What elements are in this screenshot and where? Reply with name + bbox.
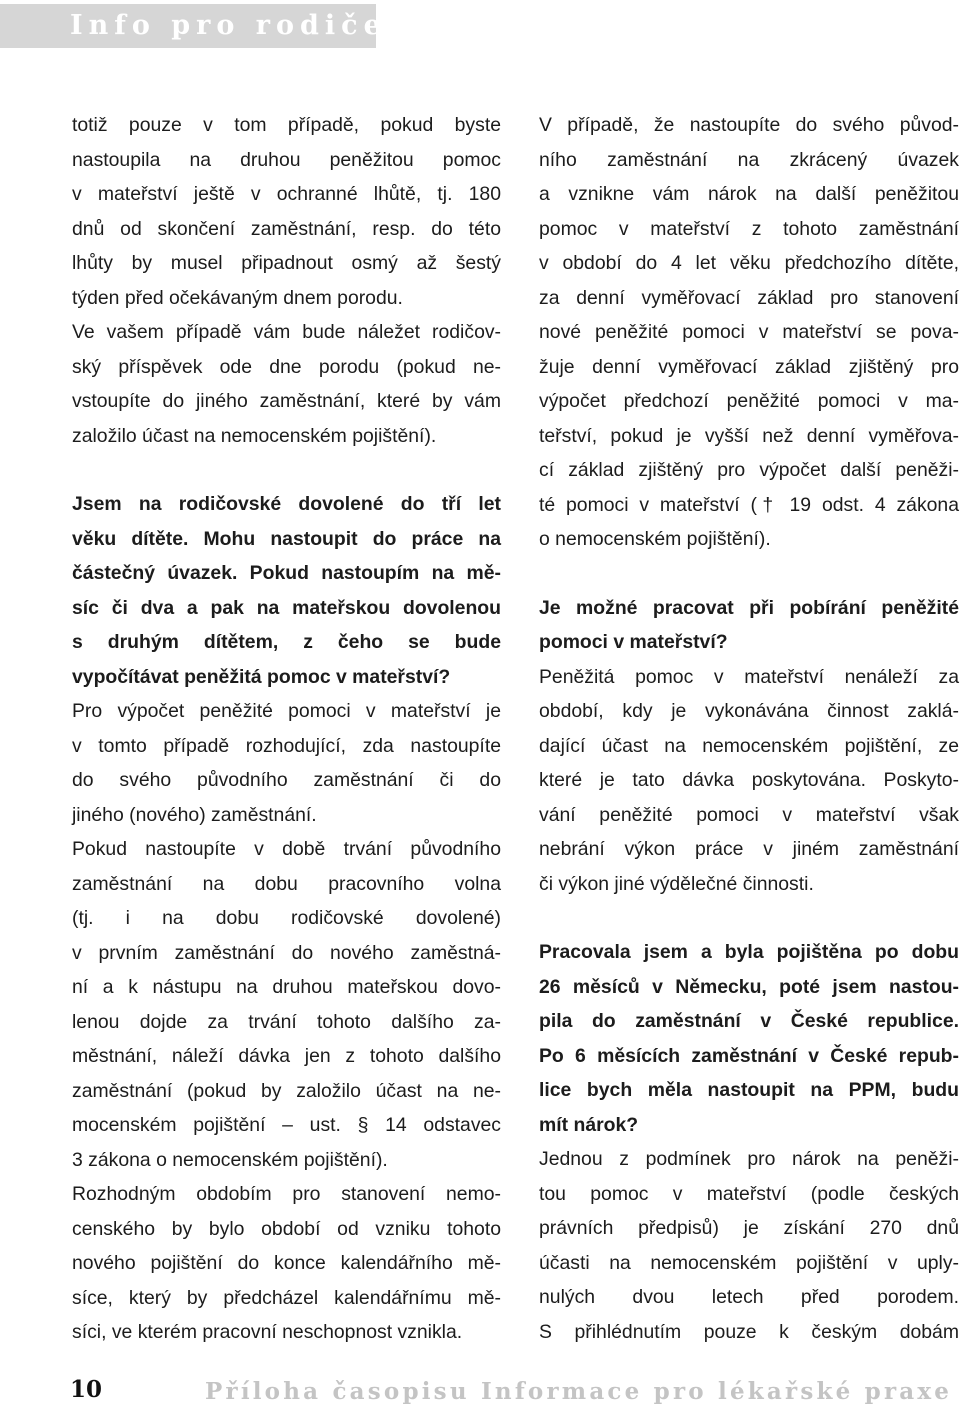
paragraph: Peněžitá pomoc v mateřství nenáleží za období, kdy je vykonávána činnost zaklá- dající účast na nemocenském pojištění, ze které je tato dávka poskytována. Poskyto- vání peněžité pomoci v mateřství však nebrání výkon práce v jiném zaměstnání či výkon jiné výdělečné činnosti.: [539, 665, 959, 895]
page-number: 10: [70, 1376, 103, 1403]
paragraph: totiž pouze v tom případě, pokud byste nastoupila na druhou peněžitou pomoc v mateřství ještě v ochranné lhůtě, tj. 180 dnů od skončení zaměstnání, resp. do této lhůty by musel připadnout osmý až šestý týden před očekávaným dnem porodu.: [72, 114, 501, 309]
question-heading: Jsem na rodičovské dovolené do tří let věku dítěte. Mohu nastoupit do práce na částečný úvazek. Pokud nastoupím na mě- síc či dva a pak na mateřskou dovolenou s druhým dítětem, z čeho se bude vypočítávat peněžitá pomoc v mateřství?: [72, 493, 501, 688]
left-column: [72, 108, 501, 1350]
paragraph: Pokud nastoupíte v době trvání původního zaměstnání na dobu pracovního volna (tj. i na dobu rodičovské dovolené) v prvním zaměstnání do nového zaměstná- ní a k nástupu na druhou mateřskou dovo- lenou dojde za trvání tohoto dalšího za- městnání, náleží dávka jen z tohoto dalšího zaměstnání (pokud by založilo účast na ne- mocenském pojištění – ust. § 14 odstavec 3 zákona o nemocenském pojištění).: [72, 838, 501, 1171]
publication-footer: Příloha časopisu Informace pro lékařské praxe: [205, 1378, 953, 1405]
paragraph: Rozhodným obdobím pro stanovení nemo- cenského by bylo období od vzniku tohoto nového pojištění do konce kalendářního mě- síce, který by předcházel kalendářnímu mě- síci, ve kterém pracovní neschopnost vznikla.: [72, 1183, 501, 1343]
paragraph: Jednou z podmínek pro nárok na peněži- tou pomoc v mateřství (podle českých právních předpisů) je získání 270 dnů účasti na nemocenském pojištění v uply- nulých dvou letech před porodem. S přihlédnutím pouze k českým dobám: [539, 1148, 959, 1343]
question-heading: Je možné pracovat při pobírání peněžité pomoci v mateřství?: [539, 596, 959, 653]
question-heading: Pracovala jsem a byla pojištěna po dobu 26 měsíců v Německu, poté jsem nastou- pila do zaměstnání v České republice. Po 6 měsících zaměstnání v České repub- lice bych měla nastoupit na PPM, budu mít nárok?: [539, 941, 959, 1136]
section-title: Info pro rodiče: [70, 10, 387, 41]
paragraph: V případě, že nastoupíte do svého původ- ního zaměstnání na zkrácený úvazek a vznikne vám nárok na další peněžitou pomoc v mateřství z tohoto zaměstnání v období do 4 let věku předchozího dítěte, za denní vyměřovací základ pro stanovení nové peněžité pomoci v mateřství se pova- žuje denní vyměřovací základ zjištěný pro výpočet předchozí peněžité pomoci v ma- teřství, pokud je vyšší než denní vyměřova- cí základ zjištěný pro výpočet další peněži- té pomoci v mateřství († 19 odst. 4 zákona o nemocenském pojištění).: [539, 114, 959, 550]
paragraph: Ve vašem případě vám bude náležet rodičov- ský příspěvek ode dne porodu (pokud ne- vstoupíte do jiného zaměstnání, které by vám založilo účast na nemocenském pojištění).: [72, 321, 501, 447]
header-bar: [0, 4, 387, 48]
paragraph: Pro výpočet peněžité pomoci v mateřství je v tomto případě rozhodující, zda nastoupíte do svého původního zaměstnání či do jiného (nového) zaměstnání.: [72, 700, 501, 826]
right-column: [539, 108, 959, 1349]
